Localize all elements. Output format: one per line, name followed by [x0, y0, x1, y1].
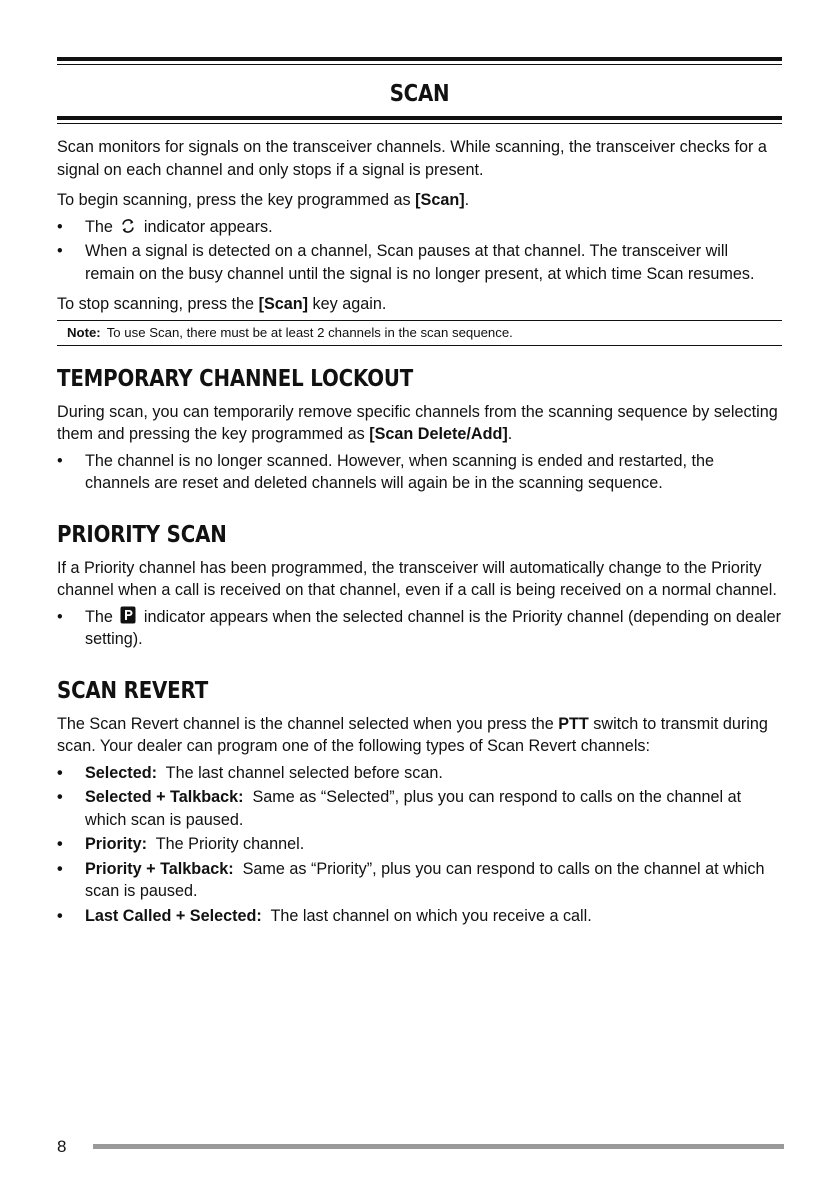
- ptt-key-label: PTT: [558, 714, 589, 733]
- bullet-glyph: •: [57, 763, 63, 782]
- list-item: [57, 450, 782, 495]
- scan-bullets: [57, 216, 782, 286]
- scan-stop-text: To stop scanning, press the: [57, 295, 259, 313]
- revert-type-desc: The last channel on which you receive a call.: [261, 906, 592, 925]
- scan-begin: [57, 189, 782, 212]
- revert-type-desc: The last channel selected before scan.: [156, 763, 443, 782]
- priority-bullets: [57, 606, 782, 651]
- list-item: [57, 762, 782, 785]
- bullet-glyph: •: [57, 906, 63, 925]
- list-item: [57, 240, 782, 285]
- content: [57, 136, 782, 935]
- revert-type-desc: The Priority channel.: [147, 835, 305, 853]
- list-item-text: indicator appears.: [139, 217, 273, 236]
- list-item: [57, 905, 782, 928]
- revert-type-term: Priority + Talkback:: [85, 859, 234, 878]
- scan-begin-text: To begin scanning, press the key programmed as: [57, 191, 416, 209]
- revert-type-desc: Same as “Priority”, plus you can respond to calls on the channel at which scan is paused.: [85, 859, 769, 900]
- revert-text-end: switch to transmit during scan. Your dealer can program one of the following types of Scan Revert channels:: [57, 714, 768, 755]
- title-rule-top-thin: [57, 64, 782, 65]
- note-box: [57, 320, 782, 346]
- bullet-glyph: •: [57, 835, 63, 853]
- list-item-text: The channel is no longer scanned. However, when scanning is ended and restarted, the channels are reset and deleted channels will again be in the scanning sequence.: [85, 451, 715, 492]
- revert-type-term: Priority:: [85, 835, 148, 853]
- scan-icon: [119, 217, 137, 235]
- section-heading-scan-revert: SCAN REVERT: [57, 677, 209, 704]
- bullet-glyph: •: [57, 607, 63, 626]
- spacer: [57, 503, 782, 519]
- scan-begin-end: .: [464, 191, 470, 209]
- footer-rule: [93, 1144, 784, 1149]
- page-number: 8: [57, 1137, 67, 1156]
- bullet-glyph: •: [57, 451, 63, 470]
- scan-stop-end: key again.: [308, 295, 387, 313]
- list-item: [57, 833, 782, 856]
- list-item: [57, 216, 782, 239]
- note-label: Note:: [67, 324, 101, 340]
- priority-p-icon: [119, 606, 137, 624]
- lockout-text-end: .: [507, 425, 513, 443]
- revert-type-term: Selected:: [85, 763, 157, 782]
- revert-paragraph: [57, 713, 782, 758]
- revert-text: The Scan Revert channel is the channel selected when you press the: [57, 714, 559, 733]
- list-item-text: The: [85, 217, 118, 236]
- scan-intro: Scan monitors for signals on the transceiver channels. While scanning, the transceiver checks for a signal on each channel and only stops if a signal is present.: [57, 138, 767, 179]
- list-item: [57, 858, 782, 903]
- list-item-text: The: [85, 607, 118, 626]
- revert-type-list: [57, 762, 782, 928]
- bullet-glyph: •: [57, 788, 63, 806]
- lockout-bullets: [57, 450, 782, 495]
- revert-type-term: Last Called + Selected:: [85, 906, 262, 925]
- spacer: [57, 659, 782, 675]
- list-item-text: When a signal is detected on a channel, Scan pauses at that channel. The transceiver will remain on the busy channel until the signal is no longer present, at which time Scan resumes.: [85, 242, 755, 283]
- scan-key-label: [Scan]: [258, 295, 309, 313]
- revert-type-term: Selected + Talkback:: [85, 788, 244, 806]
- priority-paragraph: If a Priority channel has been programmed, the transceiver will automatically change to the Priority channel when a call is received on that channel, even if a call is being received on a normal channel.: [57, 558, 777, 599]
- list-item-text: indicator appears when the selected channel is the Priority channel (depending on dealer setting).: [85, 607, 782, 648]
- bullet-glyph: •: [57, 859, 63, 878]
- section-heading-priority-scan: PRIORITY SCAN: [57, 521, 227, 548]
- title-rule-bottom: [57, 116, 782, 120]
- scan-stop: [57, 293, 782, 316]
- scan-delete-add-key-label: [Scan Delete/Add]: [369, 425, 508, 443]
- bullet-glyph: •: [57, 217, 63, 236]
- bullet-glyph: •: [57, 242, 63, 260]
- lockout-paragraph: [57, 401, 782, 446]
- title-rule-bottom-thin: [57, 123, 782, 124]
- list-item: [57, 606, 782, 651]
- list-item: [57, 786, 782, 831]
- lockout-text: During scan, you can temporarily remove specific channels from the scanning sequence by selecting them and pressing the key programmed as: [57, 402, 778, 443]
- scan-key-label: [Scan]: [415, 191, 465, 209]
- revert-type-desc: Same as “Selected”, plus you can respond to calls on the channel at which scan is paused.: [85, 788, 746, 829]
- note-text: To use Scan, there must be at least 2 channels in the scan sequence.: [106, 324, 513, 340]
- section-heading-temporary-channel-lockout: TEMPORARY CHANNEL LOCKOUT: [57, 365, 414, 392]
- title-rule-top: [57, 57, 782, 61]
- page-title: SCAN: [389, 81, 450, 107]
